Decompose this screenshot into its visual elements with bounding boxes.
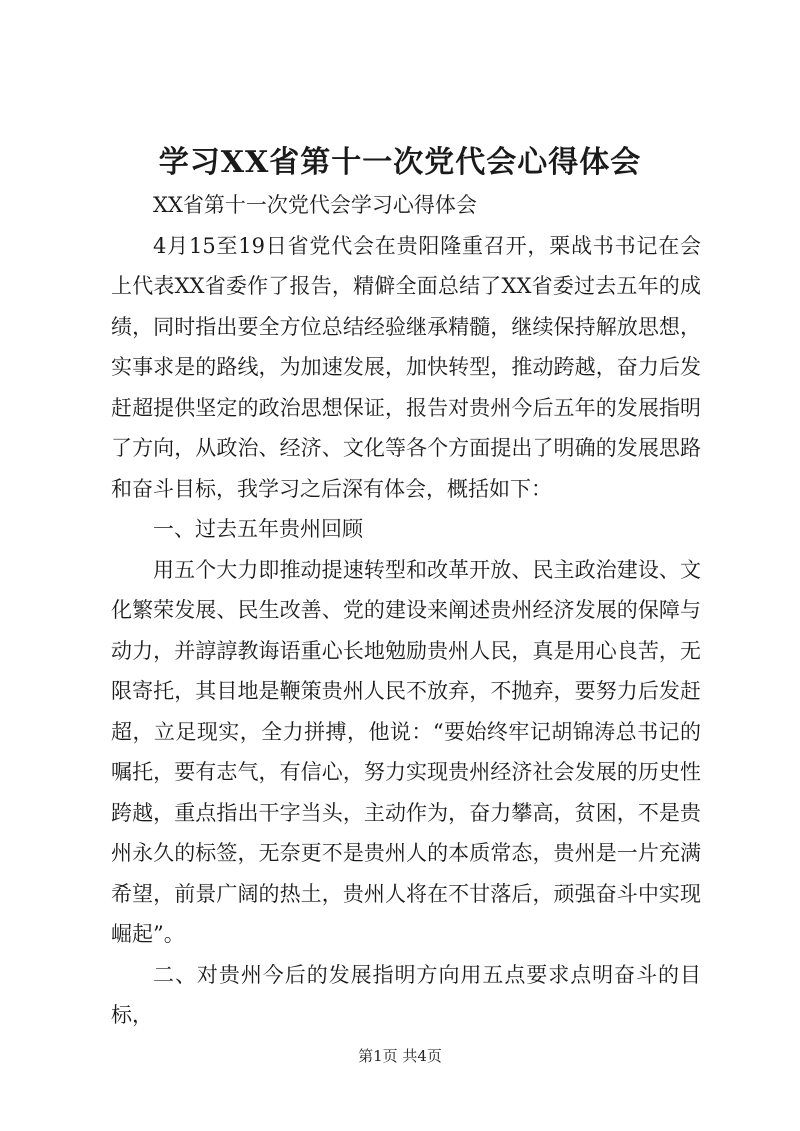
subtitle-paragraph: XX省第十一次党代会学习心得体会 (153, 193, 477, 217)
page-number-footer: 第1页 共4页 (358, 1047, 442, 1065)
body-paragraph: 用五个大力即推动提速转型和改革开放、民主政治建设、文化繁荣发展、民生改善、党的建设来阐述贵州经济发展的保障与动力，并諄諄教诲语重心长地勉励贵州人民，真是用心良苦，无限寄托，其目地是鞭策贵州人民不放弃，不抛弃，要努力后发赶超，立足现实，全力拼搏，他说：“要始终牢记胡锦涛总书记的嘱托，要有志气，有信心，努力实现贵州经济社会发展的历史性跨越，重点指出干字当头，主动作为，奋力攀高，贫困，不是贵州永久的标签，无奈更不是贵州人的本质常态，贵州是一片充满希望，前景广阔的热土，贵州人将在不甘落后，顽强奋斗中实现崛起”。 (111, 557, 701, 946)
body-paragraph: 4月15至19日省党代会在贵阳隆重召开，栗战书书记在会上代表XX省委作了报告，精僻全面总结了XX省委过去五年的成绩，同时指出要全方位总结经验继承精髓，继续保持解放思想，实事求是的路线，为加速发展，加快转型，推动跨越，奋力后发赶超提供坚定的政治思想保证，报告对贵州今后五年的发展指明了方向，从政治、经济、文化等各个方面提出了明确的发展思路和奋斗目标，我学习之后深有体会，概括如下： (111, 233, 701, 501)
document-body (111, 185, 701, 1036)
section-heading: 二、对贵州今后的发展指明方向用五点要求点明奋斗的目标， (111, 962, 701, 1027)
document-title: 学习XX省第十一次党代会心得体会 (158, 145, 642, 180)
section-heading: 一、过去五年贵州回顾 (153, 517, 363, 541)
